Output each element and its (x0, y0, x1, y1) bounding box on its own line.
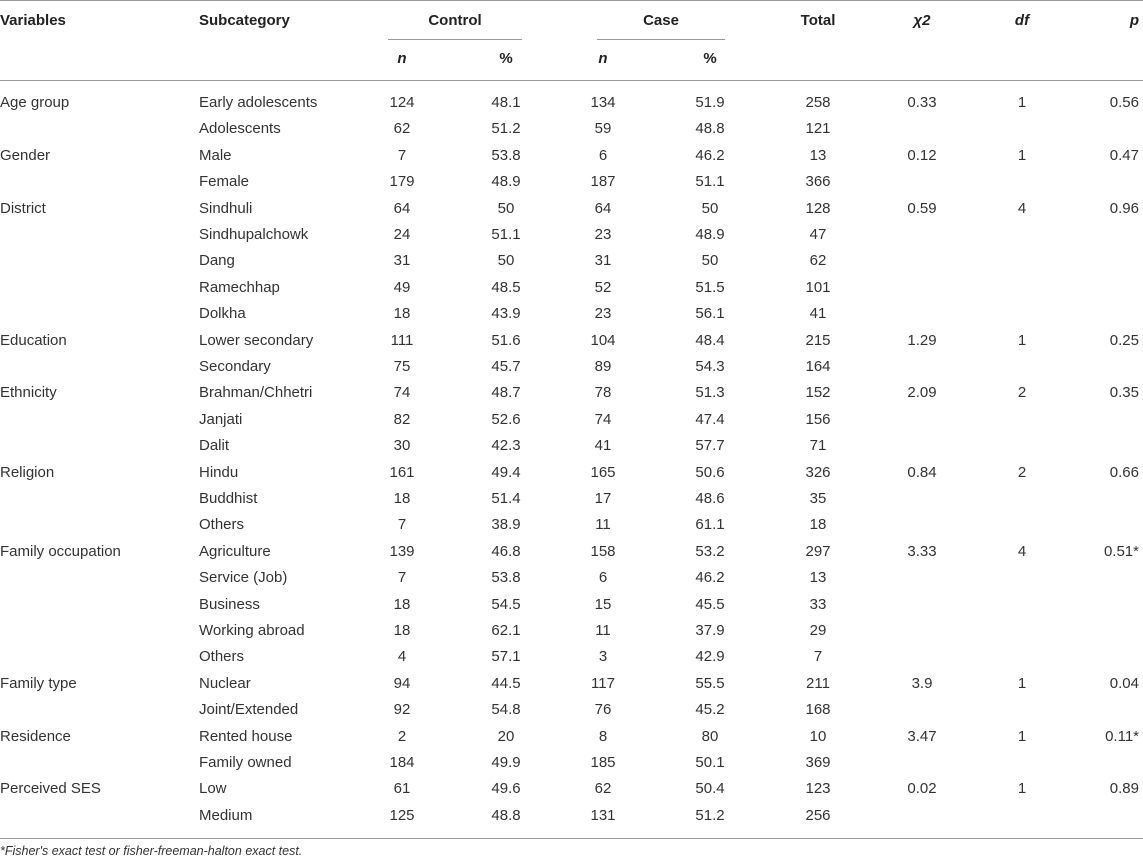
total-cell: 121 (805, 120, 831, 138)
case-n-cell: 6 (598, 146, 608, 164)
case-underline (597, 39, 725, 40)
table-row (0, 116, 1143, 142)
case-percent-cell: 48.4 (695, 331, 725, 349)
control-n-cell: 18 (393, 305, 411, 323)
chi-square-cell: 0.02 (907, 780, 937, 798)
header-subcategory: Subcategory (199, 12, 290, 29)
case-n-cell: 158 (590, 542, 616, 560)
p-value-cell: 0.25 (1109, 331, 1139, 349)
control-percent-cell: 51.1 (491, 226, 521, 243)
case-percent-cell: 50.4 (695, 780, 725, 798)
total-cell: 258 (805, 94, 831, 111)
total-cell: 10 (809, 727, 827, 745)
control-n-cell: 7 (397, 516, 407, 534)
case-percent-cell: 57.7 (695, 437, 725, 455)
total-cell: 29 (809, 622, 827, 639)
case-n-cell: 52 (594, 278, 612, 296)
df-cell: 1 (1017, 146, 1027, 164)
control-n-cell: 7 (397, 569, 407, 587)
table-row (0, 433, 1143, 459)
control-percent-cell: 53.8 (491, 569, 521, 587)
bottom-rule (0, 838, 1143, 839)
table-row (0, 460, 1143, 486)
footnote: *Fisher's exact test or fisher-freeman-halton exact test. (0, 844, 303, 858)
case-percent-cell: 46.2 (695, 569, 725, 587)
case-n-cell: 8 (598, 727, 608, 745)
case-n-cell: 15 (594, 595, 612, 613)
total-cell: 256 (805, 806, 831, 824)
header-case-percent: % (703, 50, 717, 67)
row-subcategory: Rented house (199, 727, 293, 745)
control-percent-cell: 54.8 (491, 701, 521, 719)
row-variable: District (0, 199, 46, 217)
total-cell: 164 (805, 358, 831, 375)
control-n-cell: 61 (393, 780, 411, 798)
control-percent-cell: 49.9 (491, 754, 521, 771)
table-row (0, 248, 1143, 274)
case-percent-cell: 56.1 (695, 305, 725, 323)
control-n-cell: 75 (393, 358, 411, 375)
control-percent-cell: 38.9 (491, 516, 521, 534)
header-control-percent: % (499, 50, 513, 67)
df-cell: 1 (1017, 331, 1027, 349)
case-percent-cell: 37.9 (695, 622, 725, 639)
total-cell: 18 (809, 516, 827, 534)
row-subcategory: Brahman/Chhetri (199, 384, 313, 402)
control-n-cell: 2 (397, 727, 407, 745)
case-n-cell: 62 (594, 780, 612, 798)
table-row (0, 592, 1143, 618)
top-rule (0, 0, 1143, 1)
control-percent-cell: 48.9 (491, 173, 521, 191)
case-n-cell: 17 (594, 490, 612, 507)
chi-square-cell: 0.59 (907, 199, 937, 217)
row-variable: Education (0, 331, 67, 349)
total-cell: 101 (805, 278, 831, 296)
case-n-cell: 76 (594, 701, 612, 719)
total-cell: 33 (809, 595, 827, 613)
control-n-cell: 179 (389, 173, 415, 191)
row-variable: Family occupation (0, 542, 121, 560)
row-subcategory: Dang (199, 252, 235, 270)
case-percent-cell: 51.9 (695, 94, 725, 111)
df-cell: 1 (1017, 780, 1027, 798)
case-n-cell: 89 (594, 358, 612, 375)
case-n-cell: 78 (594, 384, 612, 402)
control-percent-cell: 62.1 (491, 622, 521, 639)
table-row (0, 486, 1143, 512)
header-rule (0, 80, 1143, 81)
table-row (0, 724, 1143, 750)
table-row (0, 196, 1143, 222)
table-row (0, 565, 1143, 591)
case-n-cell: 185 (590, 754, 616, 771)
table-row (0, 380, 1143, 406)
case-percent-cell: 55.5 (695, 674, 725, 692)
chi-square-cell: 3.47 (907, 727, 937, 745)
control-n-cell: 94 (393, 674, 411, 692)
case-percent-cell: 42.9 (695, 648, 725, 666)
p-value-cell: 0.51* (1103, 542, 1139, 560)
total-cell: 47 (809, 226, 827, 243)
p-value-cell: 0.56 (1109, 94, 1139, 111)
control-percent-cell: 54.5 (491, 595, 521, 613)
control-n-cell: 30 (393, 437, 411, 455)
control-percent-cell: 51.6 (491, 331, 521, 349)
control-n-cell: 82 (393, 410, 411, 428)
control-n-cell: 31 (393, 252, 411, 270)
control-n-cell: 125 (389, 806, 415, 824)
control-percent-cell: 49.6 (491, 780, 521, 798)
total-cell: 152 (805, 384, 831, 402)
control-percent-cell: 44.5 (491, 674, 521, 692)
case-n-cell: 31 (594, 252, 612, 270)
header-control-n: n (397, 50, 407, 67)
p-value-cell: 0.35 (1109, 384, 1139, 402)
case-n-cell: 131 (590, 806, 616, 824)
control-n-cell: 184 (389, 754, 415, 771)
row-subcategory: Medium (199, 806, 253, 824)
df-cell: 4 (1017, 199, 1027, 217)
case-percent-cell: 51.2 (695, 806, 725, 824)
table-row (0, 143, 1143, 169)
total-cell: 7 (813, 648, 823, 666)
row-subcategory: Others (199, 516, 245, 534)
total-cell: 168 (805, 701, 831, 719)
control-percent-cell: 52.6 (491, 410, 521, 428)
control-n-cell: 18 (393, 622, 411, 639)
control-n-cell: 18 (393, 490, 411, 507)
control-n-cell: 111 (390, 331, 414, 349)
case-n-cell: 134 (590, 94, 616, 111)
row-subcategory: Sindhuli (199, 199, 253, 217)
control-n-cell: 139 (389, 542, 415, 560)
total-cell: 13 (809, 569, 827, 587)
header-total: Total (800, 12, 836, 29)
row-subcategory: Family owned (199, 754, 292, 771)
table-row (0, 539, 1143, 565)
case-n-cell: 165 (590, 463, 616, 481)
row-subcategory: Hindu (199, 463, 239, 481)
header-case: Case (643, 12, 679, 29)
table-row (0, 803, 1143, 829)
total-cell: 215 (805, 331, 831, 349)
table-row (0, 618, 1143, 644)
control-percent-cell: 48.1 (491, 94, 521, 111)
case-percent-cell: 51.5 (695, 278, 725, 296)
case-percent-cell: 51.3 (695, 384, 725, 402)
row-variable: Age group (0, 94, 70, 111)
control-n-cell: 64 (393, 199, 411, 217)
total-cell: 156 (805, 410, 831, 428)
row-variable: Gender (0, 146, 51, 164)
control-percent-cell: 42.3 (491, 437, 521, 455)
case-n-cell: 187 (590, 173, 616, 191)
chi-square-cell: 3.9 (911, 674, 933, 692)
case-n-cell: 74 (594, 410, 612, 428)
chi-square-cell: 0.84 (907, 463, 937, 481)
row-subcategory: Working abroad (199, 622, 305, 639)
case-n-cell: 11 (595, 622, 611, 639)
table-row (0, 275, 1143, 301)
case-n-cell: 59 (594, 120, 612, 138)
row-subcategory: Sindhupalchowk (199, 226, 309, 243)
p-value-cell: 0.96 (1109, 199, 1139, 217)
control-percent-cell: 43.9 (491, 305, 521, 323)
p-value-cell: 0.66 (1109, 463, 1139, 481)
case-n-cell: 6 (598, 569, 608, 587)
total-cell: 369 (805, 754, 831, 771)
row-variable: Family type (0, 674, 77, 692)
control-percent-cell: 20 (497, 727, 515, 745)
row-subcategory: Agriculture (199, 542, 271, 560)
case-percent-cell: 46.2 (695, 146, 725, 164)
case-percent-cell: 47.4 (695, 410, 725, 428)
table-row (0, 512, 1143, 538)
header-control: Control (428, 12, 482, 29)
control-n-cell: 161 (389, 463, 415, 481)
control-percent-cell: 49.4 (491, 463, 521, 481)
control-underline (388, 39, 522, 40)
control-percent-cell: 51.4 (491, 490, 521, 507)
control-n-cell: 124 (389, 94, 415, 111)
total-cell: 366 (805, 173, 831, 191)
case-percent-cell: 48.9 (695, 226, 725, 243)
row-subcategory: Janjati (199, 410, 243, 428)
total-cell: 297 (805, 542, 831, 560)
case-n-cell: 117 (591, 674, 615, 692)
control-percent-cell: 45.7 (491, 358, 521, 375)
case-percent-cell: 80 (701, 727, 719, 745)
case-n-cell: 3 (598, 648, 608, 666)
control-percent-cell: 50 (497, 199, 515, 217)
chi-square-cell: 0.33 (907, 94, 937, 111)
control-n-cell: 74 (393, 384, 411, 402)
control-n-cell: 49 (393, 278, 411, 296)
chi-square-cell: 2.09 (907, 384, 937, 402)
p-value-cell: 0.89 (1109, 780, 1139, 798)
header-variables: Variables (0, 12, 66, 29)
table-row (0, 697, 1143, 723)
table-row (0, 328, 1143, 354)
row-subcategory: Business (199, 595, 260, 613)
case-percent-cell: 50 (701, 252, 719, 270)
control-percent-cell: 53.8 (491, 146, 521, 164)
case-n-cell: 104 (590, 331, 616, 349)
df-cell: 2 (1017, 384, 1027, 402)
row-subcategory: Nuclear (199, 674, 251, 692)
control-n-cell: 7 (397, 146, 407, 164)
case-percent-cell: 54.3 (695, 358, 725, 375)
case-percent-cell: 45.5 (695, 595, 725, 613)
p-value-cell: 0.11* (1105, 727, 1139, 745)
row-subcategory: Male (199, 146, 232, 164)
row-variable: Residence (0, 727, 71, 745)
case-percent-cell: 50.1 (695, 754, 725, 771)
row-subcategory: Adolescents (199, 120, 281, 138)
chi-square-cell: 1.29 (907, 331, 937, 349)
row-subcategory: Female (199, 173, 250, 191)
row-subcategory: Joint/Extended (199, 701, 299, 719)
total-cell: 71 (809, 437, 827, 455)
table-row (0, 776, 1143, 802)
table-row (0, 90, 1143, 116)
case-percent-cell: 50.6 (695, 463, 725, 481)
table-row (0, 671, 1143, 697)
total-cell: 123 (805, 780, 831, 798)
df-cell: 1 (1017, 727, 1027, 745)
row-variable: Religion (0, 463, 55, 481)
total-cell: 326 (805, 463, 831, 481)
case-n-cell: 23 (594, 226, 612, 243)
case-percent-cell: 48.8 (695, 120, 725, 138)
control-percent-cell: 48.7 (491, 384, 521, 402)
df-cell: 4 (1017, 542, 1027, 560)
p-value-cell: 0.47 (1109, 146, 1139, 164)
total-cell: 128 (805, 199, 831, 217)
table-row (0, 644, 1143, 670)
table-row (0, 354, 1143, 380)
row-subcategory: Buddhist (199, 490, 258, 507)
p-value-cell: 0.04 (1109, 674, 1139, 692)
case-percent-cell: 51.1 (695, 173, 725, 191)
control-n-cell: 4 (397, 648, 407, 666)
row-subcategory: Others (199, 648, 245, 666)
case-percent-cell: 45.2 (695, 701, 725, 719)
row-variable: Perceived SES (0, 780, 101, 798)
control-n-cell: 62 (393, 120, 411, 138)
control-percent-cell: 46.8 (491, 542, 521, 560)
table-row (0, 750, 1143, 776)
header-case-n: n (598, 50, 608, 67)
df-cell: 1 (1017, 674, 1027, 692)
table-row (0, 169, 1143, 195)
chi-square-cell: 3.33 (907, 542, 937, 560)
case-percent-cell: 50 (701, 199, 719, 217)
case-n-cell: 64 (594, 199, 612, 217)
control-percent-cell: 50 (497, 252, 515, 270)
row-subcategory: Service (Job) (199, 569, 288, 587)
case-percent-cell: 53.2 (695, 542, 725, 560)
row-subcategory: Low (199, 780, 227, 798)
table-row (0, 407, 1143, 433)
case-n-cell: 41 (594, 437, 612, 455)
header-p: p (1129, 12, 1139, 29)
header-chi-square: χ2 (913, 12, 931, 29)
row-subcategory: Secondary (199, 358, 271, 375)
header-df: df (1014, 12, 1030, 29)
chi-square-cell: 0.12 (907, 146, 937, 164)
case-n-cell: 11 (595, 516, 611, 534)
row-subcategory: Early adolescents (199, 94, 318, 111)
control-percent-cell: 48.8 (491, 806, 521, 824)
total-cell: 211 (806, 674, 830, 692)
table-row (0, 222, 1143, 248)
row-variable: Ethnicity (0, 384, 57, 402)
case-percent-cell: 48.6 (695, 490, 725, 507)
total-cell: 35 (809, 490, 827, 507)
total-cell: 13 (809, 146, 827, 164)
df-cell: 2 (1017, 463, 1027, 481)
row-subcategory: Ramechhap (199, 278, 280, 296)
control-percent-cell: 51.2 (491, 120, 521, 138)
control-percent-cell: 48.5 (491, 278, 521, 296)
row-subcategory: Dolkha (199, 305, 246, 323)
control-n-cell: 92 (393, 701, 411, 719)
control-n-cell: 24 (393, 226, 411, 243)
df-cell: 1 (1017, 94, 1027, 111)
control-n-cell: 18 (393, 595, 411, 613)
row-subcategory: Lower secondary (199, 331, 314, 349)
case-percent-cell: 61.1 (695, 516, 725, 534)
case-n-cell: 23 (594, 305, 612, 323)
total-cell: 41 (809, 305, 827, 323)
table-row (0, 301, 1143, 327)
total-cell: 62 (809, 252, 827, 270)
control-percent-cell: 57.1 (491, 648, 521, 666)
row-subcategory: Dalit (199, 437, 230, 455)
